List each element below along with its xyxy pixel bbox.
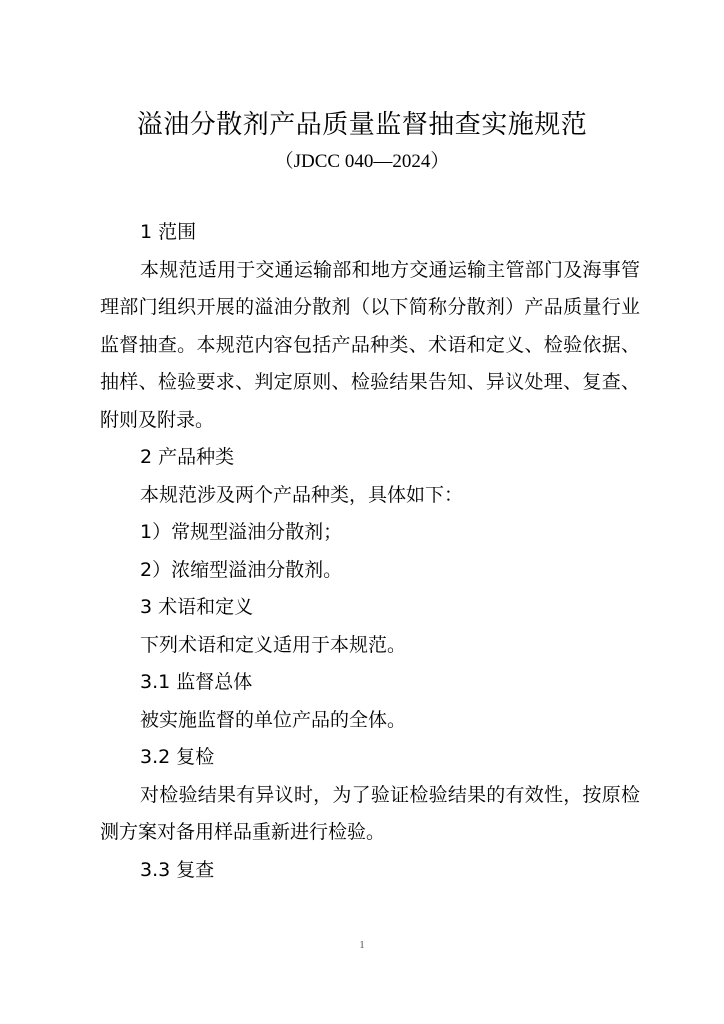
list-item-concentrated-dispersant: 2）浓缩型溢油分散剂。 — [140, 558, 343, 581]
term-heading-supervision-population: 3.1 监督总体 — [140, 671, 253, 693]
document-title: 溢油分散剂产品质量监督抽查实施规范 — [136, 110, 588, 140]
list-item-conventional-dispersant: 1）常规型溢油分散剂； — [140, 521, 343, 543]
paragraph-terms-intro: 下列术语和定义适用于本规范。 — [140, 633, 407, 656]
page-number: 1 — [359, 939, 365, 951]
document-body — [100, 214, 640, 889]
term-heading-reinspection: 3.2 复检 — [140, 746, 215, 768]
section-heading-terms: 3 术语和定义 — [140, 596, 254, 618]
term-definition-supervision-population: 被实施监督的单位产品的全体。 — [140, 708, 407, 731]
section-heading-product-types: 2 产品种类 — [140, 446, 235, 468]
term-heading-review: 3.3 复查 — [140, 858, 215, 881]
paragraph-product-types-intro: 本规范涉及两个产品种类，具体如下： — [140, 483, 464, 506]
term-definition-reinspection: 对检验结果有异议时，为了验证检验结果的有效性，按原检测方案对备用样品重新进行检验。 — [100, 783, 640, 843]
section-heading-scope: 1 范围 — [140, 221, 197, 243]
paragraph-scope-text: 本规范适用于交通运输部和地方交通运输主管部门及海事管理部门组织开展的溢油分散剂（以下简称分散剂）产品质量行业监督抽查。本规范内容包括产品种类、术语和定义、检验依据、抽样、检验要求、判定原则、检验结果告知、异议处理、复查、附则及附录。 — [100, 258, 640, 431]
document-code: （JDCC 040—2024） — [274, 151, 450, 172]
